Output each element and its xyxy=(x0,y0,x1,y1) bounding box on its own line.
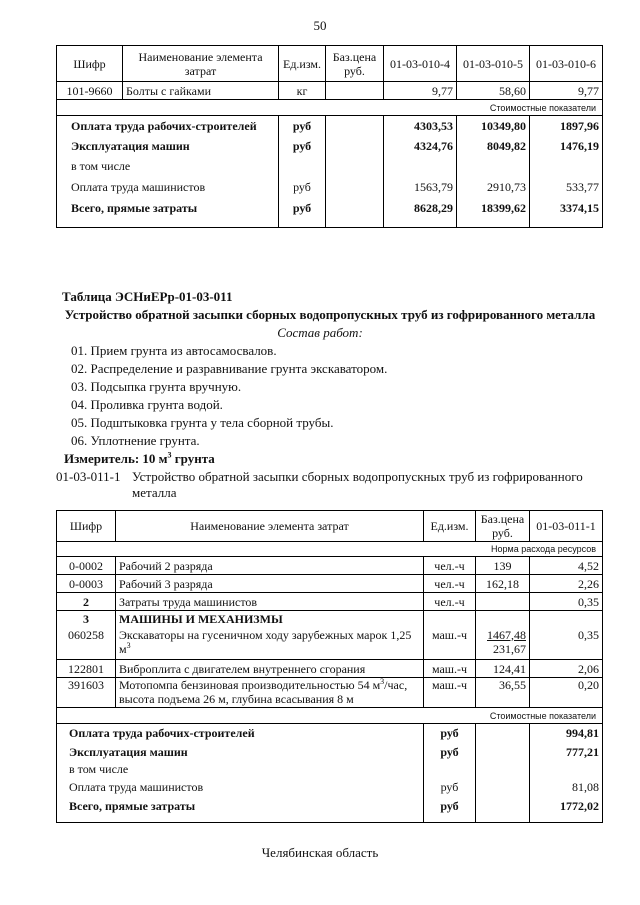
cost-value-5: 8049,82 xyxy=(457,136,530,156)
row-value: 0,20 xyxy=(530,678,603,708)
row-price xyxy=(326,82,384,100)
col-header-010-5: 01-03-010-5 xyxy=(457,46,530,82)
cost-row-machines xyxy=(57,743,603,761)
cost-value-5: 18399,62 xyxy=(457,198,530,228)
cost-value-4: 4303,53 xyxy=(384,116,457,136)
row-price: 139 xyxy=(476,557,530,575)
row-value-6: 9,77 xyxy=(530,82,603,100)
col-header-name: Наименование элемента затрат xyxy=(123,46,279,82)
cost-label: Оплата труда рабочих-строителей xyxy=(57,116,279,136)
cost-row-total xyxy=(57,797,603,823)
cost-row-machines xyxy=(57,136,603,156)
cost-value-6: 3374,15 xyxy=(530,198,603,228)
col-header-011-1: 01-03-011-1 xyxy=(530,511,603,542)
col-header-code: Шифр xyxy=(57,46,123,82)
row-code: 0-0002 xyxy=(57,557,116,575)
table-row xyxy=(57,557,603,575)
cost-value-6: 533,77 xyxy=(530,176,603,198)
cost-value: 1772,02 xyxy=(530,797,603,823)
cost-unit: руб xyxy=(424,797,476,823)
row-code: 0-0003 xyxy=(57,575,116,593)
cost-row-labor xyxy=(57,116,603,136)
row-price: 124,41 xyxy=(476,660,530,678)
col-header-unit: Ед.изм. xyxy=(279,46,326,82)
cost-unit: руб xyxy=(279,198,326,228)
cost-value-4: 4324,76 xyxy=(384,136,457,156)
work-item: 05. Подштыковка грунта у тела сборной трубы. xyxy=(71,415,334,430)
work-item: 01. Прием грунта из автосамосвалов. xyxy=(71,343,277,358)
col-header-base-price: Баз.цена руб. xyxy=(476,511,530,542)
row-name: Мотопомпа бензиновая производительностью 54 $м^3$/час, высота подъема 26 м, глубина всасывания 8 м xyxy=(116,678,424,708)
group-name: МАШИНЫ И МЕХАНИЗМЫ xyxy=(116,611,424,628)
col-header-code: Шифр xyxy=(57,511,116,542)
cost-row-operators xyxy=(57,778,603,797)
row-unit: маш.-ч xyxy=(424,628,476,660)
row-price: 162,18 xyxy=(476,575,530,593)
cost-value-4: 1563,79 xyxy=(384,176,457,198)
row-unit: маш.-ч xyxy=(424,660,476,678)
row-name: Рабочий 2 разряда xyxy=(116,557,424,575)
table-row xyxy=(57,575,603,593)
row-value-5: 58,60 xyxy=(457,82,530,100)
cost-header-row xyxy=(57,100,603,116)
row-unit: маш.-ч xyxy=(424,678,476,708)
col-header-base-price: Баз.цена руб. xyxy=(326,46,384,82)
cost-value: 777,21 xyxy=(530,743,603,761)
cost-unit: руб xyxy=(279,136,326,156)
resource-table-010 xyxy=(56,45,603,228)
row-name: Болты с гайками xyxy=(123,82,279,100)
meter-line: Измеритель: 10 $м^3$ грунта xyxy=(64,450,215,466)
item-text: Устройство обратной засыпки сборных водопропускных труб из гофрированного металла xyxy=(132,469,583,500)
composition-title: Состав работ: xyxy=(277,325,363,340)
cost-row-operators xyxy=(57,176,603,198)
cost-header-row xyxy=(57,708,603,724)
cost-value-6: 1476,19 xyxy=(530,136,603,156)
group-row xyxy=(57,611,603,628)
cost-value: 994,81 xyxy=(530,724,603,743)
work-item: 03. Подсыпка грунта вручную. xyxy=(71,379,242,394)
row-name: Виброплита с двигателем внутреннего сгорания xyxy=(116,660,424,678)
cost-label: в том числе xyxy=(57,761,424,778)
row-name: Рабочий 3 разряда xyxy=(116,575,424,593)
row-value: 4,52 xyxy=(530,557,603,575)
table-row xyxy=(57,678,603,708)
cost-unit: руб xyxy=(424,743,476,761)
cost-header: Стоимостные показатели xyxy=(57,708,603,724)
table-code-heading: Таблица ЭСНиЕРр-01-03-011 xyxy=(62,289,233,304)
table-row xyxy=(57,82,603,100)
cost-value-5: 2910,73 xyxy=(457,176,530,198)
cost-row-incl xyxy=(57,156,603,176)
cost-value-6: 1897,96 xyxy=(530,116,603,136)
cost-row-incl xyxy=(57,761,603,778)
norm-header-row xyxy=(57,542,603,557)
table-row xyxy=(57,660,603,678)
row-value: 0,35 xyxy=(530,593,603,611)
norm-header: Норма расхода ресурсов xyxy=(57,542,603,557)
cost-value-4: 8628,29 xyxy=(384,198,457,228)
table-row xyxy=(57,628,603,660)
cost-unit: руб xyxy=(279,176,326,198)
cost-label: Оплата труда машинистов xyxy=(57,176,279,198)
row-value: 0,35 xyxy=(530,628,603,660)
col-header-010-6: 01-03-010-6 xyxy=(530,46,603,82)
page-footer: Челябинская область xyxy=(261,845,379,860)
work-item: 04. Проливка грунта водой. xyxy=(71,397,223,412)
cost-row-labor xyxy=(57,724,603,743)
row-unit: чел.-ч xyxy=(424,557,476,575)
row-name: Затраты труда машинистов xyxy=(116,593,424,611)
table-header-row xyxy=(57,511,603,542)
row-code: 391603 xyxy=(57,678,116,708)
cost-label: Оплата труда машинистов xyxy=(57,778,424,797)
col-header-010-4: 01-03-010-4 xyxy=(384,46,457,82)
resource-table-011 xyxy=(56,510,603,823)
col-header-unit: Ед.изм. xyxy=(424,511,476,542)
cost-label: Эксплуатация машин xyxy=(57,743,424,761)
page-number: 50 xyxy=(313,18,327,33)
row-code: 101-9660 xyxy=(57,82,123,100)
row-unit: чел.-ч xyxy=(424,575,476,593)
cost-unit: руб xyxy=(424,778,476,797)
row-price: 1467,48 231,67 xyxy=(476,628,530,660)
cost-label: Всего, прямые затраты xyxy=(57,198,279,228)
row-price xyxy=(476,593,530,611)
work-item: 06. Уплотнение грунта. xyxy=(71,433,200,448)
table-row xyxy=(57,593,603,611)
cost-unit: руб xyxy=(424,724,476,743)
cost-label: в том числе xyxy=(57,156,279,176)
cost-label: Эксплуатация машин xyxy=(57,136,279,156)
row-name: Экскаваторы на гусеничном ходу зарубежных марок 1,25 $м^3$ xyxy=(116,628,424,660)
row-unit: чел.-ч xyxy=(424,593,476,611)
row-price: 36,55 xyxy=(476,678,530,708)
item-code: 01-03-011-1 xyxy=(56,469,121,484)
row-value: 2,06 xyxy=(530,660,603,678)
cost-value: 81,08 xyxy=(530,778,603,797)
row-code: 2 xyxy=(57,593,116,611)
cost-value-5: 10349,80 xyxy=(457,116,530,136)
row-code: 060258 xyxy=(57,628,116,660)
row-unit: кг xyxy=(279,82,326,100)
group-code: 3 xyxy=(57,611,116,628)
cost-header: Стоимостные показатели xyxy=(57,100,603,116)
row-code: 122801 xyxy=(57,660,116,678)
table-header-row xyxy=(57,46,603,82)
cost-label: Оплата труда рабочих-строителей xyxy=(57,724,424,743)
cost-row-total xyxy=(57,198,603,228)
cost-unit: руб xyxy=(279,116,326,136)
work-item: 02. Распределение и разравнивание грунта экскаватором. xyxy=(71,361,388,376)
row-value-4: 9,77 xyxy=(384,82,457,100)
section-title: Устройство обратной засыпки сборных водопропускных труб из гофрированного металла xyxy=(64,307,596,322)
row-value: 2,26 xyxy=(530,575,603,593)
col-header-name: Наименование элемента затрат xyxy=(116,511,424,542)
cost-label: Всего, прямые затраты xyxy=(57,797,424,823)
